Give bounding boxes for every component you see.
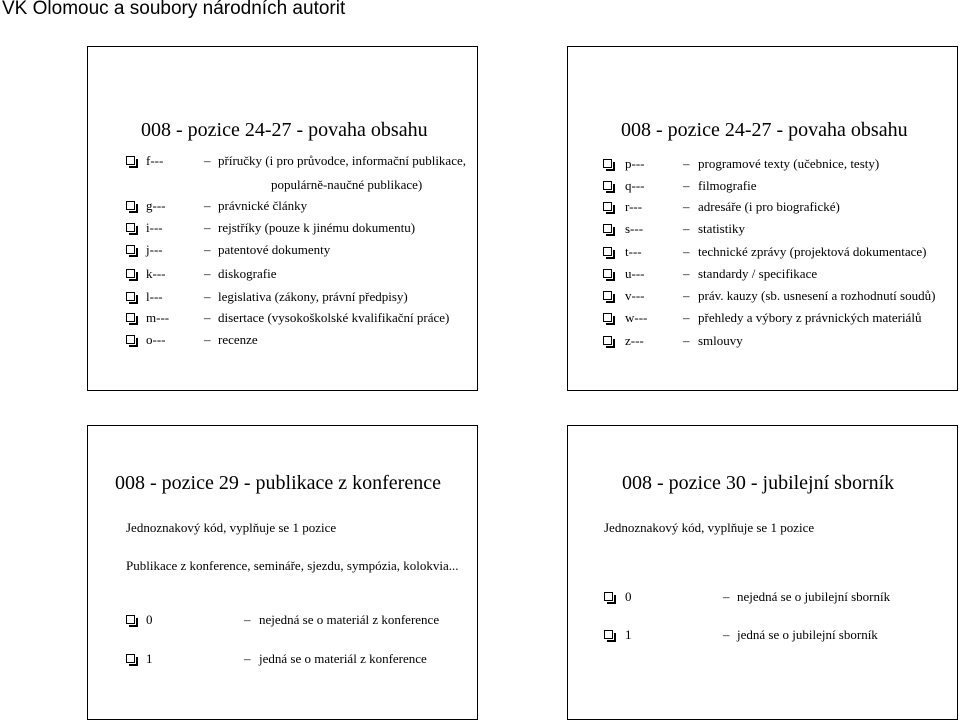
item-desc: standardy / specifikace [698, 266, 818, 281]
checkbox-bullet-icon [603, 224, 612, 233]
list-item [126, 220, 476, 240]
item-desc: práv. kauzy (sb. usnesení a rozhodnutí soudů) [698, 288, 936, 303]
item-desc-cont: populárně-naučné publikace) [271, 177, 423, 192]
list-item [126, 289, 476, 309]
item-desc: adresáře (i pro biografické) [698, 199, 840, 214]
slide-pozice-24-27-b [567, 46, 958, 391]
checkbox-bullet-icon [126, 201, 135, 210]
item-code: u--- [625, 266, 645, 281]
item-code: f--- [146, 153, 164, 168]
list-item [603, 288, 953, 308]
item-code: t--- [625, 244, 642, 259]
checkbox-bullet-icon [126, 245, 135, 254]
checkbox-bullet-icon [126, 156, 135, 165]
list-item [604, 589, 954, 609]
checkbox-bullet-icon [604, 630, 613, 639]
item-dash: – [204, 198, 211, 213]
item-code: s--- [625, 221, 644, 236]
item-dash: – [204, 289, 211, 304]
checkbox-bullet-icon [126, 292, 135, 301]
checkbox-bullet-icon [603, 291, 612, 300]
item-desc: programové texty (učebnice, testy) [698, 156, 880, 171]
item-dash: – [683, 244, 690, 259]
item-code: q--- [625, 178, 645, 193]
list-item [603, 178, 953, 198]
checkbox-bullet-icon [604, 592, 613, 601]
item-dash: – [204, 153, 211, 168]
checkbox-bullet-icon [603, 202, 612, 211]
item-desc: statistiky [698, 221, 745, 236]
item-code: p--- [625, 156, 645, 171]
slide-title: 008 - pozice 24-27 - povaha obsahu [621, 119, 908, 141]
item-dash: – [204, 332, 211, 347]
item-dash: – [204, 310, 211, 325]
item-desc: nejedná se o jubilejní sborník [737, 589, 891, 604]
item-desc: nejedná se o materiál z konference [259, 612, 440, 627]
item-desc: jedná se o jubilejní sborník [737, 627, 878, 642]
item-desc: právnické články [218, 198, 308, 213]
item-dash: – [683, 199, 690, 214]
item-desc: diskografie [218, 266, 277, 281]
item-desc: jedná se o materiál z konference [259, 651, 427, 666]
checkbox-bullet-icon [126, 269, 135, 278]
item-desc: smlouvy [698, 333, 743, 348]
item-dash: – [683, 288, 690, 303]
item-code: g--- [146, 198, 166, 213]
item-code: w--- [625, 310, 648, 325]
checkbox-bullet-icon [603, 269, 612, 278]
item-code: j--- [146, 242, 163, 257]
list-item [126, 332, 476, 352]
item-desc: technické zprávy (projektová dokumentace) [698, 244, 927, 259]
slide-title: 008 - pozice 30 - jubilejní sborník [622, 472, 895, 494]
code-description: Jednoznakový kód, vyplňuje se 1 pozice [126, 520, 337, 535]
slide-pozice-24-27-a [87, 46, 478, 391]
list-item [603, 199, 953, 219]
item-desc: přehledy a výbory z právnických materiálů [698, 310, 922, 325]
slide-title: 008 - pozice 29 - publikace z konference [115, 472, 441, 494]
checkbox-bullet-icon [603, 181, 612, 190]
item-dash: – [204, 266, 211, 281]
item-desc: legislativa (zákony, právní předpisy) [218, 289, 408, 304]
slide-pozice-29 [87, 425, 478, 720]
item-code: l--- [146, 289, 163, 304]
checkbox-bullet-icon [126, 223, 135, 232]
item-dash: – [204, 220, 211, 235]
checkbox-bullet-icon [126, 313, 135, 322]
list-item [603, 221, 953, 241]
list-item [126, 310, 476, 330]
item-dash: – [723, 627, 730, 642]
item-dash: – [204, 242, 211, 257]
list-item [126, 651, 476, 671]
slide-title: 008 - pozice 24-27 - povaha obsahu [141, 119, 428, 141]
content-description: Publikace z konference, semináře, sjezdu, sympózia, kolokvia... [126, 558, 459, 573]
item-dash: – [683, 266, 690, 281]
checkbox-bullet-icon [603, 313, 612, 322]
item-dash: – [683, 333, 690, 348]
item-dash: – [244, 612, 251, 627]
list-item [603, 244, 953, 264]
item-desc: příručky (i pro průvodce, informační publikace, [218, 153, 466, 168]
item-desc: recenze [218, 332, 258, 347]
list-item-continuation [126, 177, 476, 197]
list-item [603, 156, 953, 176]
list-item [126, 612, 476, 632]
checkbox-bullet-icon [126, 654, 135, 663]
list-item [126, 153, 476, 173]
checkbox-bullet-icon [126, 615, 135, 624]
page-header: VK Olomouc a soubory národních autorit [2, 0, 346, 19]
list-item [603, 266, 953, 286]
item-dash: – [683, 221, 690, 236]
item-code: 0 [146, 612, 153, 627]
item-code: k--- [146, 266, 166, 281]
item-code: 1 [146, 651, 153, 666]
list-item [604, 627, 954, 647]
item-dash: – [723, 589, 730, 604]
slide-pozice-30 [567, 425, 958, 720]
item-code: 0 [625, 589, 632, 604]
item-code: v--- [625, 288, 645, 303]
item-desc: rejstříky (pouze k jinému dokumentu) [218, 220, 416, 235]
checkbox-bullet-icon [603, 159, 612, 168]
item-dash: – [683, 156, 690, 171]
checkbox-bullet-icon [603, 247, 612, 256]
checkbox-bullet-icon [126, 335, 135, 344]
list-item [126, 242, 476, 262]
item-code: i--- [146, 220, 163, 235]
item-dash: – [683, 178, 690, 193]
item-code: r--- [625, 199, 643, 214]
item-desc: disertace (vysokoškolské kvalifikační práce) [218, 310, 450, 325]
list-item [126, 266, 476, 286]
item-code: o--- [146, 332, 166, 347]
checkbox-bullet-icon [603, 336, 612, 345]
item-code: 1 [625, 627, 632, 642]
code-description: Jednoznakový kód, vyplňuje se 1 pozice [604, 520, 815, 535]
item-desc: patentové dokumenty [218, 242, 331, 257]
list-item [603, 333, 953, 353]
item-desc: filmografie [698, 178, 757, 193]
item-code: m--- [146, 310, 170, 325]
list-item [603, 310, 953, 330]
item-dash: – [683, 310, 690, 325]
item-code: z--- [625, 333, 644, 348]
list-item [126, 198, 476, 218]
item-dash: – [244, 651, 251, 666]
